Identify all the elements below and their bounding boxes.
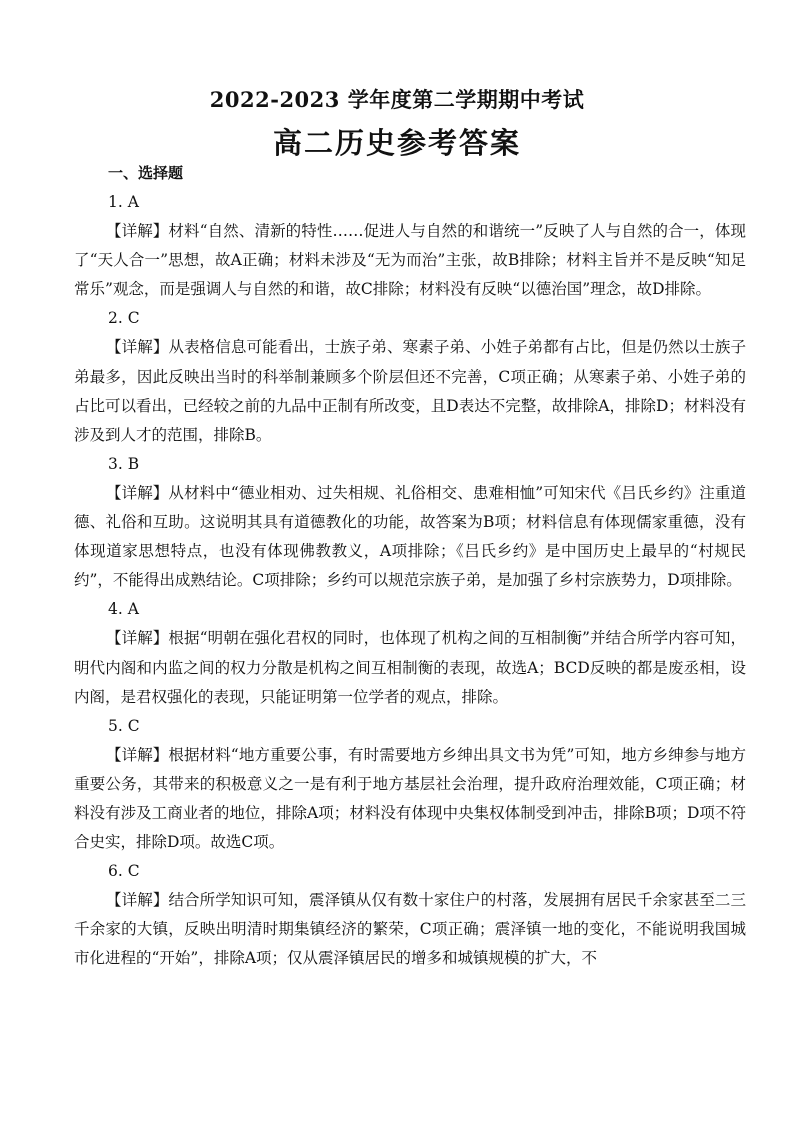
question-explanation: 【详解】根据材料“地方重要公事，有时需要地方乡绅出具文书为凭”可知，地方乡绅参与地方重要公务，其带来的积极意义之一是有利于地方基层社会治理，提升政府治理效能，C项正确；材料没有涉及工商业者的地位，排除A项；材料没有体现中央集权体制受到冲击，排除B项；D项不符合史实，排除D项。故选C项。: [74, 745, 746, 852]
section-heading: 一、选择题: [108, 164, 184, 182]
question-number: 5. C: [108, 716, 140, 735]
question-explanation: 【详解】材料“自然、清新的特性……促进人与自然的和谐统一”反映了人与自然的合一，体现了“天人合一”思想，故A正确；材料未涉及“无为而治”主张，故B排除；材料主旨并不是反映“知足常乐”观念，而是强调人与自然的和谐，故C排除；材料没有反映“以德治国”理念，故D排除。: [74, 222, 746, 299]
question-item: [74, 188, 746, 304]
question-number: 3. B: [108, 454, 140, 473]
question-item: [74, 450, 746, 595]
question-item: [74, 712, 746, 857]
exam-title: 2022-2023 学年度第二学期期中考试: [209, 87, 585, 112]
answer-list: [74, 188, 746, 974]
question-number: 2. C: [108, 309, 140, 328]
question-item: [74, 595, 746, 711]
question-explanation: 【详解】根据“明朝在强化君权的同时，也体现了机构之间的互相制衡”并结合所学内容可知，明代内阁和内监之间的权力分散是机构之间互相制衡的表现，故选A；BCD反映的都是废丞相，设内阁，是君权强化的表现，只能证明第一位学者的观点，排除。: [74, 629, 746, 706]
question-explanation: 【详解】结合所学知识可知，震泽镇从仅有数十家住户的村落，发展拥有居民千余家甚至二三千余家的大镇，反映出明清时期集镇经济的繁荣，C项正确；震泽镇一地的变化，不能说明我国城市化进程的“开始”，排除A项；仅从震泽镇居民的增多和城镇规模的扩大，不: [74, 891, 746, 968]
question-number: 6. C: [108, 862, 140, 881]
question-explanation: 【详解】从表格信息可能看出，士族子弟、寒素子弟、小姓子弟都有占比，但是仍然以士族子弟最多，因此反映出当时的科举制兼顾多个阶层但还不完善，C项正确；从寒素子弟、小姓子弟的占比可以看出，已经较之前的九品中正制有所改变，且D表达不完整，故排除A，排除D；材料没有涉及到人才的范围，排除B。: [74, 338, 746, 444]
question-item: [74, 304, 746, 449]
question-explanation: 【详解】从材料中“德业相劝、过失相规、礼俗相交、患难相恤”可知宋代《吕氏乡约》注重道德、礼俗和互助。这说明其具有道德教化的功能，故答案为B项；材料信息有体现儒家重德，没有体现道家思想特点，也没有体现佛教教义，A项排除；《吕氏乡约》是中国历史上最早的“村规民约”，不能得出成熟结论。C项排除；乡约可以规范宗族子弟，是加强了乡村宗族势力，D项排除。: [74, 483, 746, 590]
question-number: 1. A: [108, 193, 139, 211]
answer-key-title: 高二历史参考答案: [272, 126, 521, 160]
question-number: 4. A: [108, 600, 139, 619]
question-item: [74, 857, 746, 973]
